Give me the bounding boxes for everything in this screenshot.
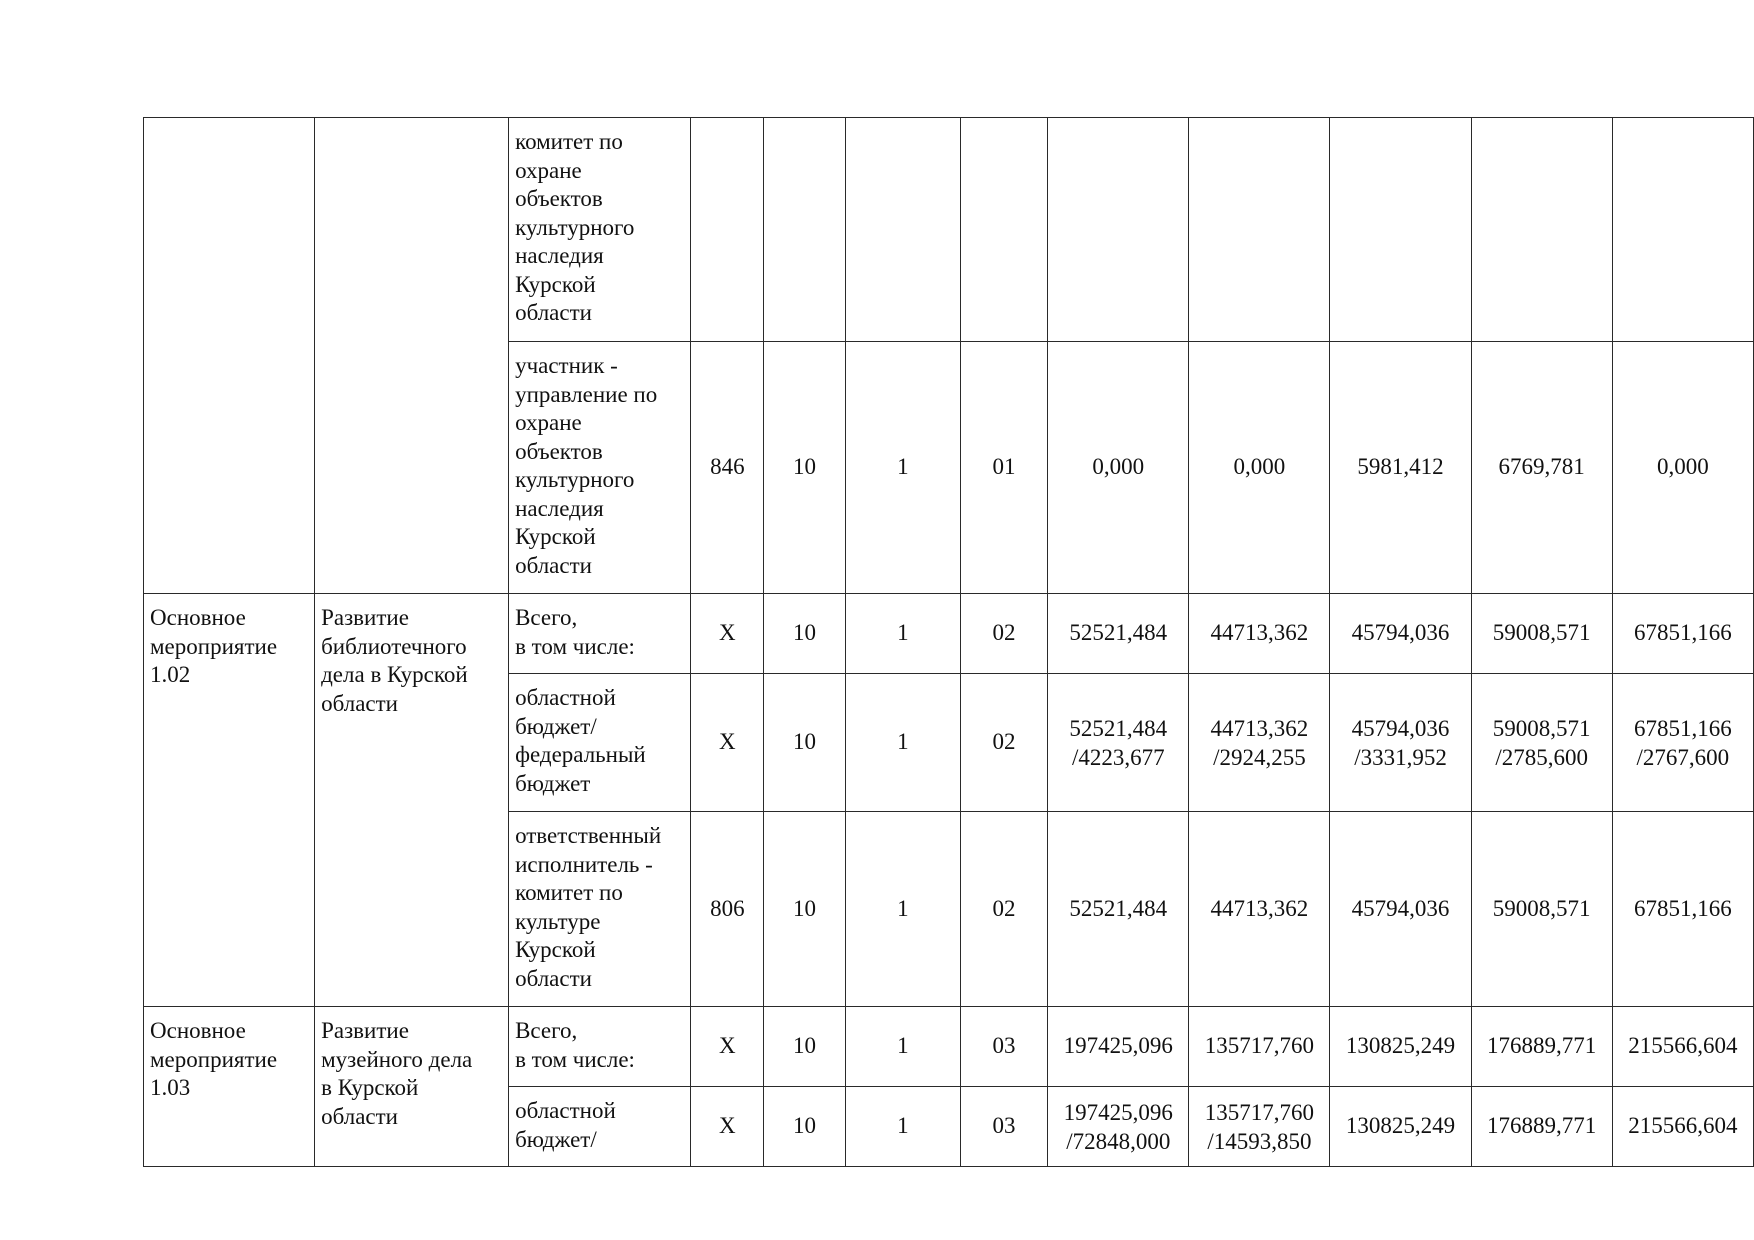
year-3-amount-cell	[1330, 342, 1471, 594]
year-3-amount-cell	[1330, 1007, 1471, 1087]
year-5-amount-cell	[1612, 1087, 1753, 1167]
year-2-amount-cell	[1189, 674, 1330, 812]
cell-line: культурного	[515, 467, 635, 492]
cell-line: 0,000	[1233, 454, 1286, 480]
csr-cell: 02	[960, 674, 1047, 812]
cell-line: 44713,362	[1210, 715, 1309, 741]
year-3-amount-cell	[1330, 812, 1471, 1007]
year-5-amount-cell	[1612, 594, 1753, 674]
cell-line: 176889,771	[1487, 1113, 1597, 1139]
cell-line: 176889,771	[1487, 1033, 1597, 1059]
csr-cell: 03	[960, 1007, 1047, 1087]
cell-line: охране	[515, 157, 582, 183]
grbs-cell: Х	[691, 1007, 764, 1087]
year-4-amount-cell	[1471, 1087, 1612, 1167]
cell-line: 45794,036	[1351, 620, 1450, 646]
cell-line: объектов	[515, 186, 603, 211]
cell-line: участник -	[515, 353, 618, 378]
year-2-amount-cell	[1189, 594, 1330, 674]
table-row	[144, 118, 1754, 342]
measure-name-cell	[315, 118, 509, 594]
year-2-amount-cell	[1189, 342, 1330, 594]
year-5-amount-cell	[1612, 342, 1753, 594]
year-1-amount-cell	[1048, 118, 1189, 342]
cell-line: библиотечного	[321, 633, 467, 659]
cell-line: наследия	[515, 243, 604, 268]
year-4-amount-cell	[1471, 342, 1612, 594]
rz-cell: 10	[764, 342, 845, 594]
cell-line: 44713,362	[1210, 895, 1309, 921]
cell-line: /72848,000	[1066, 1128, 1171, 1154]
cell-line: 215566,604	[1628, 1033, 1738, 1059]
event-cell	[144, 1007, 315, 1167]
executor-cell	[509, 1087, 691, 1167]
year-1-amount-cell	[1048, 1007, 1189, 1087]
year-5-amount-cell	[1612, 674, 1753, 812]
csr-cell: 02	[960, 594, 1047, 674]
grbs-cell: 846	[691, 342, 764, 594]
event-cell	[144, 594, 315, 1007]
cell-line: 135717,760	[1204, 1033, 1315, 1059]
grbs-cell	[691, 118, 764, 342]
rz-cell: 10	[764, 1087, 845, 1167]
table-row	[144, 1007, 1754, 1087]
cell-line: Всего,	[515, 605, 578, 630]
year-4-amount-cell	[1471, 118, 1612, 342]
cell-line: /2785,600	[1495, 744, 1588, 770]
cell-line: 5981,412	[1357, 454, 1444, 480]
cell-line: /2924,255	[1213, 744, 1306, 770]
grbs-cell: Х	[691, 1087, 764, 1167]
cell-line: 130825,249	[1345, 1033, 1456, 1059]
cell-line: 67851,166	[1634, 620, 1732, 646]
year-2-amount-cell	[1189, 118, 1330, 342]
cell-line: Основное	[150, 1018, 246, 1043]
cell-line: бюджет/	[515, 713, 597, 739]
pr-cell: 1	[845, 812, 960, 1007]
measure-name-cell	[315, 1007, 509, 1167]
cell-line: 59008,571	[1492, 895, 1591, 921]
year-3-amount-cell	[1330, 674, 1471, 812]
year-4-amount-cell	[1471, 674, 1612, 812]
year-4-amount-cell	[1471, 594, 1612, 674]
cell-line: исполнитель -	[515, 851, 653, 877]
cell-line: 67851,166	[1634, 715, 1732, 741]
grbs-cell: 806	[691, 812, 764, 1007]
year-3-amount-cell	[1330, 1087, 1471, 1167]
year-1-amount-cell	[1048, 812, 1189, 1007]
rz-cell: 10	[764, 594, 845, 674]
year-1-amount-cell	[1048, 1087, 1189, 1167]
cell-line: Развитие	[321, 1018, 409, 1043]
cell-line: Курской	[515, 524, 596, 549]
pr-cell: 1	[845, 1007, 960, 1087]
year-3-amount-cell	[1330, 594, 1471, 674]
executor-cell	[509, 342, 691, 594]
cell-line: /14593,850	[1207, 1128, 1312, 1154]
cell-line: Всего,	[515, 1018, 578, 1043]
cell-line: Курской	[515, 271, 596, 297]
year-3-amount-cell	[1330, 118, 1471, 342]
pr-cell: 1	[845, 1087, 960, 1167]
cell-line: /4223,677	[1071, 744, 1165, 770]
csr-cell: 03	[960, 1087, 1047, 1167]
grbs-cell: Х	[691, 594, 764, 674]
rz-cell: 10	[764, 812, 845, 1007]
csr-cell: 02	[960, 812, 1047, 1007]
year-1-amount-cell	[1048, 342, 1189, 594]
year-5-amount-cell	[1612, 118, 1753, 342]
cell-line: 197425,096	[1063, 1099, 1173, 1125]
cell-line: 45794,036	[1351, 715, 1450, 741]
cell-line: бюджет	[515, 770, 591, 796]
executor-cell	[509, 118, 691, 342]
cell-line: областной	[515, 1098, 616, 1123]
budget-table	[143, 117, 1754, 1167]
cell-line: культурного	[515, 214, 635, 240]
cell-line: музейного дела	[321, 1046, 473, 1072]
measure-name-cell	[315, 594, 509, 1007]
cell-line: области	[321, 1103, 398, 1129]
rz-cell: 10	[764, 1007, 845, 1087]
cell-line: объектов	[515, 438, 603, 464]
cell-line: охране	[515, 410, 582, 435]
cell-line: управление по	[515, 381, 658, 407]
cell-line: 59008,571	[1492, 620, 1591, 646]
cell-line: 44713,362	[1210, 620, 1309, 646]
cell-line: 6769,781	[1498, 454, 1585, 480]
cell-line: области	[515, 965, 592, 991]
cell-line: 45794,036	[1351, 895, 1450, 921]
cell-line: 130825,249	[1345, 1113, 1456, 1139]
cell-line: бюджет/	[515, 1126, 597, 1152]
year-2-amount-cell	[1189, 1007, 1330, 1087]
executor-cell	[509, 1007, 691, 1087]
cell-line: области	[321, 690, 398, 716]
cell-line: комитет по	[515, 880, 623, 905]
cell-line: комитет по	[515, 129, 623, 154]
year-5-amount-cell	[1612, 1007, 1753, 1087]
cell-line: дела в Курской	[321, 662, 468, 687]
year-1-amount-cell	[1048, 594, 1189, 674]
cell-line: в том числе:	[515, 633, 635, 659]
year-4-amount-cell	[1471, 812, 1612, 1007]
cell-line: наследия	[515, 495, 604, 521]
cell-line: области	[515, 300, 592, 325]
rz-cell	[764, 118, 845, 342]
cell-line: культуре	[515, 908, 601, 934]
year-2-amount-cell	[1189, 1087, 1330, 1167]
pr-cell: 1	[845, 342, 960, 594]
year-5-amount-cell	[1612, 812, 1753, 1007]
csr-cell	[960, 118, 1047, 342]
cell-line: /2767,600	[1636, 744, 1730, 770]
cell-line: областной	[515, 685, 616, 710]
executor-cell	[509, 594, 691, 674]
cell-line: мероприятие	[150, 633, 278, 659]
year-1-amount-cell	[1048, 674, 1189, 812]
cell-line: мероприятие	[150, 1046, 278, 1072]
cell-line: 197425,096	[1063, 1033, 1173, 1059]
cell-line: 135717,760	[1204, 1099, 1315, 1125]
cell-line: Курской	[515, 937, 596, 962]
cell-line: 52521,484	[1069, 715, 1168, 741]
executor-cell	[509, 812, 691, 1007]
cell-line: /3331,952	[1354, 744, 1447, 770]
cell-line: ответственный	[515, 823, 662, 848]
year-4-amount-cell	[1471, 1007, 1612, 1087]
cell-line: Основное	[150, 605, 246, 630]
cell-line: в том числе:	[515, 1046, 635, 1072]
pr-cell: 1	[845, 674, 960, 812]
executor-cell	[509, 674, 691, 812]
cell-line: 67851,166	[1634, 895, 1732, 921]
cell-line: 52521,484	[1069, 895, 1168, 921]
cell-line: 1.02	[150, 662, 191, 687]
csr-cell: 01	[960, 342, 1047, 594]
cell-line: в Курской	[321, 1075, 419, 1100]
cell-line: Развитие	[321, 605, 409, 630]
cell-line: 52521,484	[1069, 620, 1168, 646]
grbs-cell: Х	[691, 674, 764, 812]
cell-line: 215566,604	[1628, 1113, 1738, 1139]
table-row	[144, 594, 1754, 674]
cell-line: 0,000	[1092, 454, 1145, 480]
cell-line: 59008,571	[1492, 715, 1591, 741]
cell-line: 0,000	[1657, 454, 1709, 480]
cell-line: 1.03	[150, 1075, 191, 1100]
pr-cell	[845, 118, 960, 342]
cell-line: области	[515, 552, 592, 578]
cell-line: федеральный	[515, 742, 646, 767]
event-cell	[144, 118, 315, 594]
pr-cell: 1	[845, 594, 960, 674]
rz-cell: 10	[764, 674, 845, 812]
year-2-amount-cell	[1189, 812, 1330, 1007]
